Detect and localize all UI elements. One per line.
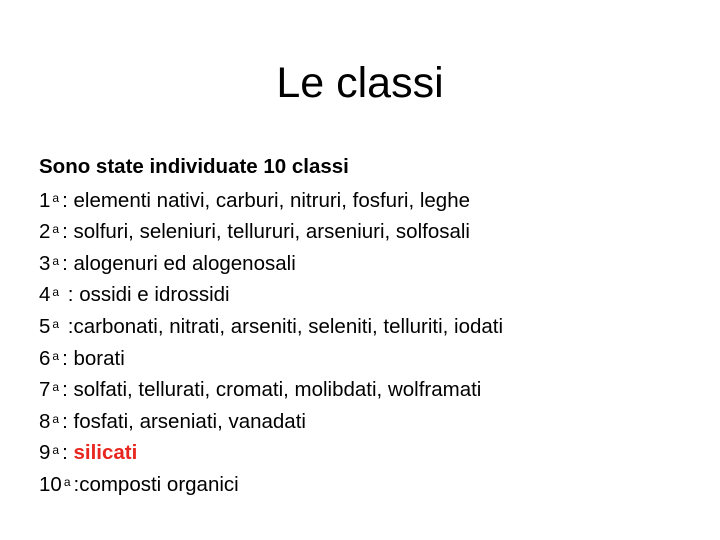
class-item [39, 277, 503, 309]
class-number: 4 [39, 283, 51, 307]
class-description: solfuri, seleniuri, tellururi, arseniuri, solfosali [67, 220, 470, 244]
ordinal-indicator: a [52, 253, 60, 268]
class-item [39, 214, 503, 246]
class-separator: : [62, 188, 68, 212]
ordinal-indicator: a [52, 380, 60, 395]
class-item [39, 435, 503, 467]
class-description: composti organici [79, 472, 239, 496]
ordinal-indicator: a [52, 222, 60, 237]
class-separator: : [62, 441, 68, 465]
class-number: 2 [39, 220, 51, 244]
ordinal-indicator: a [52, 411, 60, 426]
intro-line: Sono state individuate 10 classi [39, 155, 349, 178]
class-item [39, 309, 503, 341]
ordinal-indicator: a [52, 316, 60, 331]
class-description: solfati, tellurati, cromati, molibdati, wolframati [67, 378, 482, 402]
class-description: carbonati, nitrati, arseniti, seleniti, telluriti, iodati [73, 314, 504, 338]
class-item [39, 467, 503, 499]
ordinal-indicator: a [52, 443, 60, 458]
class-description: fosfati, arseniati, vanadati [67, 409, 306, 433]
class-number: 6 [39, 346, 51, 370]
class-number: 3 [39, 251, 51, 275]
class-item [39, 341, 503, 373]
class-separator: : [62, 283, 74, 307]
class-number: 7 [39, 378, 51, 402]
class-number: 9 [39, 441, 51, 465]
class-separator: : [62, 314, 74, 338]
ordinal-indicator: a [52, 285, 60, 300]
class-separator: : [73, 472, 80, 496]
class-separator: : [62, 346, 68, 370]
ordinal-indicator: a [52, 190, 60, 205]
slide-title: Le classi [276, 59, 444, 107]
ordinal-indicator: a [52, 348, 60, 363]
class-separator: : [62, 378, 68, 402]
class-item [39, 183, 503, 215]
class-description: alogenuri ed alogenosali [67, 251, 296, 275]
class-description: elementi nativi, carburi, nitruri, fosfuri, leghe [67, 188, 470, 212]
class-description: borati [67, 346, 125, 370]
class-description: ossidi e idrossidi [73, 283, 230, 307]
ordinal-indicator: a [63, 474, 71, 489]
class-number: 8 [39, 409, 51, 433]
class-item [39, 404, 503, 436]
class-separator: : [62, 220, 68, 244]
class-number: 1 [39, 188, 51, 212]
class-item [39, 246, 503, 278]
class-number: 5 [39, 314, 51, 338]
class-separator: : [62, 409, 68, 433]
class-separator: : [62, 251, 68, 275]
class-description-highlighted: silicati [67, 441, 138, 465]
class-number: 10 [39, 472, 62, 496]
classes-list [39, 151, 503, 499]
class-item [39, 372, 503, 404]
